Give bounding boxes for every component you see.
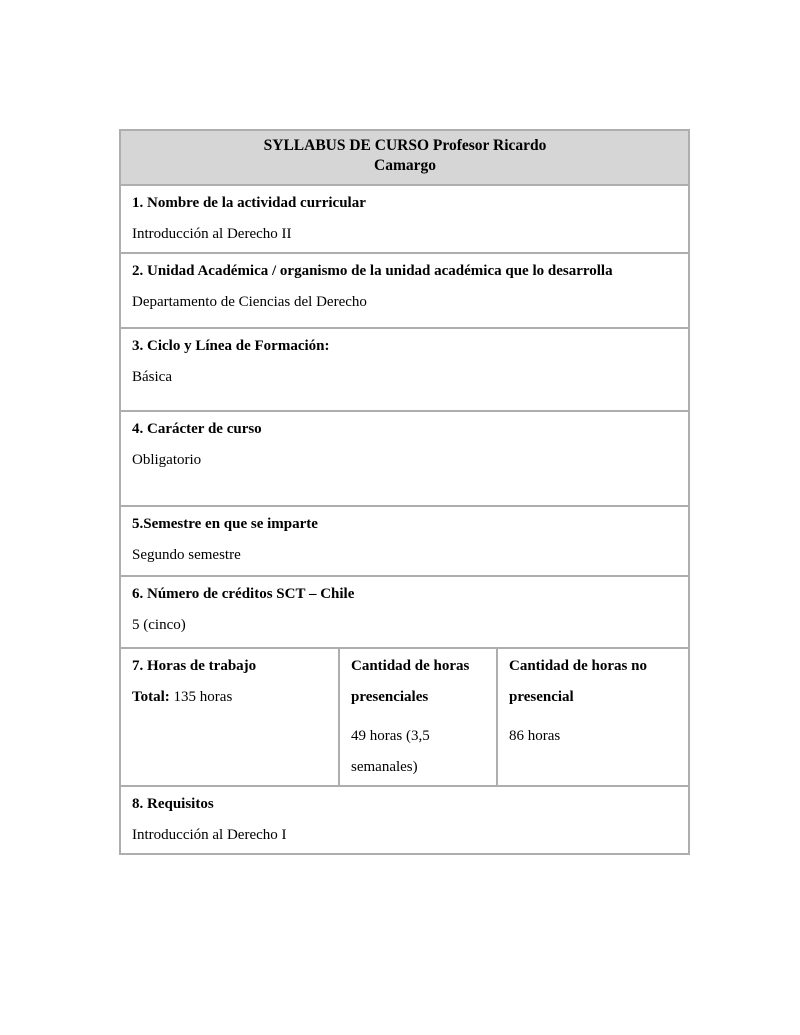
section-5-row	[120, 506, 689, 576]
section-6-value: 5 (cinco)	[132, 617, 186, 633]
section-2-label: 2. Unidad Académica / organismo de la unidad académica que lo desarrolla	[132, 263, 613, 279]
section-8-row	[120, 786, 689, 854]
section-3-row	[120, 328, 689, 411]
hours-total	[132, 682, 328, 713]
document-title-line2: Camargo	[374, 156, 437, 174]
hours-total-cell	[120, 648, 339, 786]
section-4-value: Obligatorio	[132, 452, 202, 468]
section-1-value: Introducción al Derecho II	[132, 226, 292, 242]
section-8-label: 8. Requisitos	[132, 796, 214, 812]
hours-total-label: Total:	[132, 689, 174, 705]
hours-no-presencial-cell	[497, 648, 689, 786]
hours-presencial-cell	[339, 648, 497, 786]
section-3-label: 3. Ciclo y Línea de Formación:	[132, 338, 330, 354]
section-4-label: 4. Carácter de curso	[132, 421, 262, 437]
section-5-label: 5.Semestre en que se imparte	[132, 516, 318, 532]
section-1-row	[120, 185, 689, 253]
hours-total-value: 135 horas	[173, 689, 233, 705]
hours-presencial-value: 49 horas (3,5 semanales)	[351, 728, 430, 775]
section-3-cell	[120, 328, 689, 411]
section-4-cell	[120, 411, 689, 506]
section-8-value: Introducción al Derecho I	[132, 827, 287, 843]
section-5-cell	[120, 506, 689, 576]
header-row	[120, 130, 689, 185]
hours-row	[120, 648, 689, 786]
section-6-label: 6. Número de créditos SCT – Chile	[132, 586, 355, 602]
section-6-cell	[120, 576, 689, 648]
section-1-label: 1. Nombre de la actividad curricular	[132, 195, 366, 211]
section-8-cell	[120, 786, 689, 854]
section-2-value: Departamento de Ciencias del Derecho	[132, 294, 367, 310]
section-1-cell	[120, 185, 689, 253]
table-header	[120, 130, 689, 185]
section-2-cell	[120, 253, 689, 328]
hours-label: 7. Horas de trabajo	[132, 658, 257, 674]
section-3-value: Básica	[132, 369, 172, 385]
section-2-row	[120, 253, 689, 328]
section-4-row	[120, 411, 689, 506]
section-6-row	[120, 576, 689, 648]
hours-no-presencial-label: Cantidad de horas no presencial	[509, 658, 647, 705]
hours-presencial-label: Cantidad de horas presenciales	[351, 658, 470, 705]
section-5-value: Segundo semestre	[132, 547, 241, 563]
syllabus-table	[119, 129, 690, 855]
hours-no-presencial-value: 86 horas	[509, 728, 561, 744]
document-title-line1: SYLLABUS DE CURSO Profesor Ricardo	[263, 137, 547, 154]
